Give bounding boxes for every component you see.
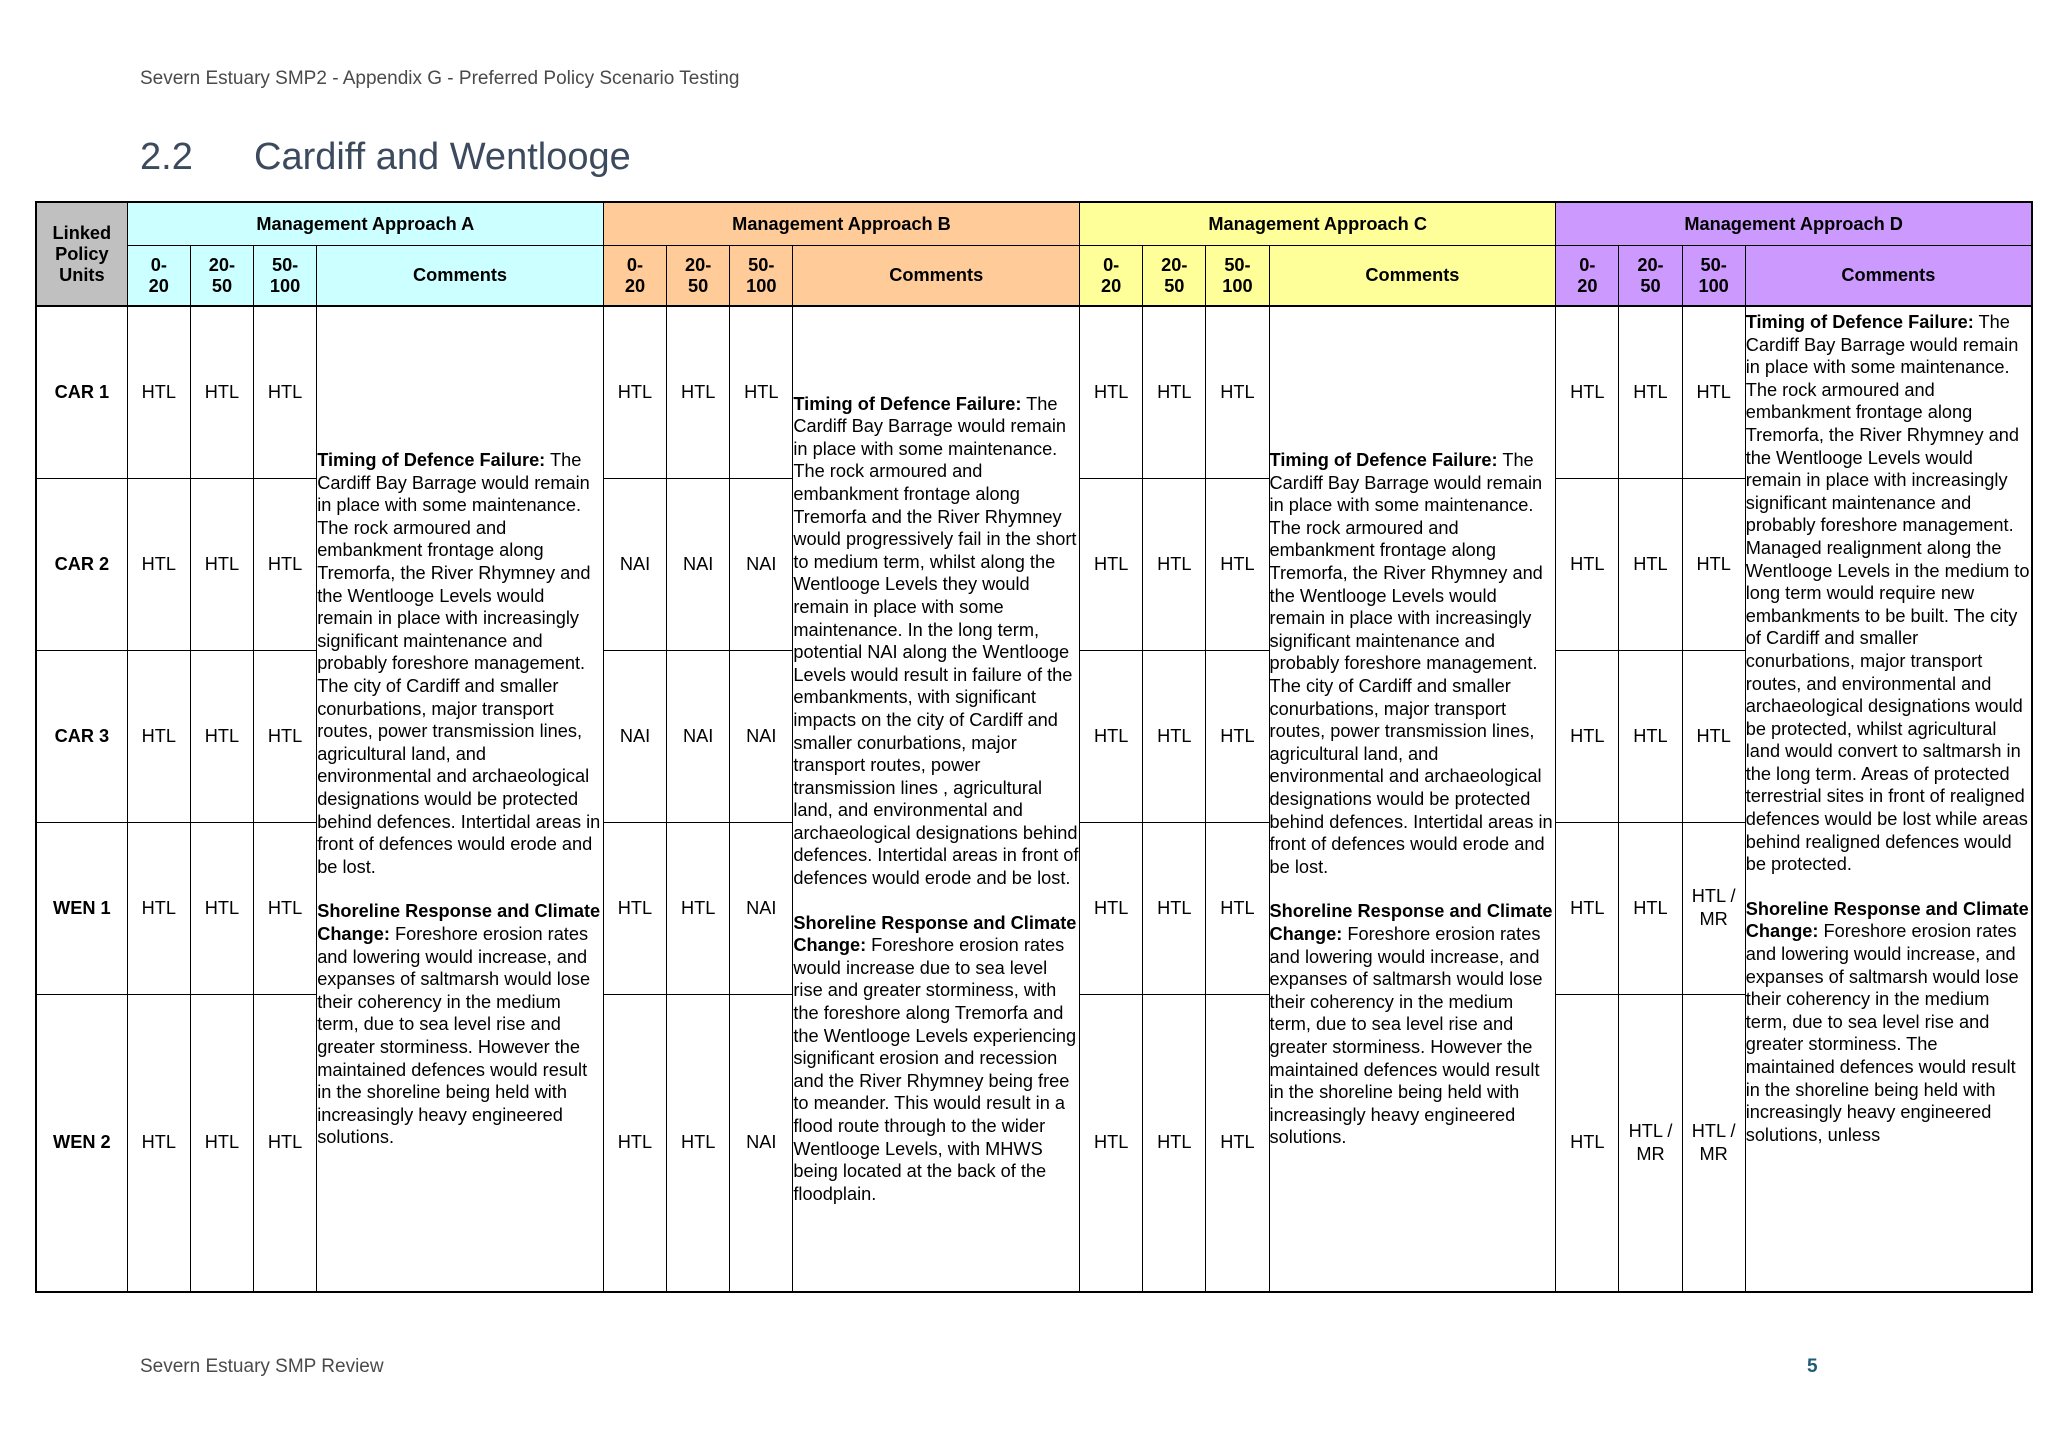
policy-cell: HTL	[603, 994, 666, 1292]
comment-text: The Cardiff Bay Barrage would remain in place with some maintenance. The rock armoured and embankment frontage along Tremorfa, the River Rhymney and the Wentlooge Levels would remain in place with increasingly significant maintenance and probably foreshore management. The city of Cardiff and smaller conurbations, major transport routes, power transmission lines, agricultural land, and environmental and archaeological designations would be protected behind defences. Intertidal areas in front of defences would erode and be lost.	[1269, 450, 1553, 877]
comment-heading: Shoreline Response and Climate Change:	[1269, 901, 1553, 944]
policy-cell: HTL	[254, 478, 317, 650]
policy-cell: HTL	[730, 306, 793, 478]
policy-cell: NAI	[730, 822, 793, 994]
approach-c-header: Management Approach C	[1080, 202, 1556, 246]
policy-cell: HTL	[1143, 650, 1206, 822]
policy-cell: HTL	[667, 822, 730, 994]
comment-heading: Timing of Defence Failure:	[793, 393, 1022, 414]
policy-cell: NAI	[603, 478, 666, 650]
policy-unit-label: CAR 2	[36, 478, 127, 650]
epoch-header: 0- 20	[603, 246, 666, 307]
approach-b-header: Management Approach B	[603, 202, 1079, 246]
policy-cell: HTL	[1682, 478, 1745, 650]
policy-cell: HTL	[667, 994, 730, 1292]
policy-cell: NAI	[667, 650, 730, 822]
policy-cell: HTL	[127, 994, 190, 1292]
epoch-header: 20- 50	[1619, 246, 1682, 307]
policy-cell: HTL	[1080, 822, 1143, 994]
policy-cell: HTL	[127, 650, 190, 822]
policy-cell: HTL	[1682, 306, 1745, 478]
comment-text: Foreshore erosion rates and lowering would increase, and expanses of saltmarsh would lose their coherency in the medium term, due to sea level rise and greater storminess. The maintained defences would result in the shoreline being held with increasingly heavy engineered solutions, unless	[1745, 921, 2019, 1145]
policy-cell: HTL	[1080, 994, 1143, 1292]
epoch-header: 0- 20	[1080, 246, 1143, 307]
policy-cell: HTL	[254, 822, 317, 994]
policy-unit-label: WEN 2	[36, 994, 127, 1292]
policy-unit-label: WEN 1	[36, 822, 127, 994]
comment-text: Foreshore erosion rates and lowering would increase, and expanses of saltmarsh would lose their coherency in the medium term, due to sea level rise and greater storminess. However the maintained defences would result in the shoreline being held with increasingly heavy engineered solutions.	[1269, 923, 1543, 1148]
policy-cell: HTL	[1206, 478, 1269, 650]
policy-cell: HTL	[190, 478, 253, 650]
policy-cell: HTL	[1206, 994, 1269, 1292]
policy-cell: HTL	[1682, 650, 1745, 822]
approach-b-comments	[793, 306, 1080, 1292]
policy-cell: HTL	[1143, 306, 1206, 478]
policy-cell: HTL	[127, 306, 190, 478]
policy-cell: HTL	[190, 650, 253, 822]
linked-policy-units-header: Linked Policy Units	[36, 202, 127, 306]
comment-heading: Shoreline Response and Climate Change:	[1745, 898, 2029, 942]
policy-cell: HTL	[1143, 994, 1206, 1292]
comment-text: Foreshore erosion rates would increase due to sea level rise and greater storminess, with the foreshore along Tremorfa and the Wentlooge Levels experiencing significant erosion and recession and the River Rhymney being free to meander. This would result in a flood route through to the wider Wentlooge Levels, with MHWS being located at the back of the floodplain.	[793, 935, 1077, 1204]
policy-cell: HTL	[1080, 650, 1143, 822]
policy-cell: HTL	[1556, 478, 1619, 650]
policy-cell: HTL	[1556, 650, 1619, 822]
comment-heading: Shoreline Response and Climate Change:	[317, 901, 601, 944]
policy-cell: NAI	[730, 478, 793, 650]
approach-c-comments	[1269, 306, 1556, 1292]
policy-cell: HTL	[1206, 822, 1269, 994]
policy-cell: HTL	[1556, 994, 1619, 1292]
epoch-header: 20- 50	[1143, 246, 1206, 307]
policy-cell: HTL	[1206, 306, 1269, 478]
section-heading	[140, 136, 631, 179]
page-number: 5	[1807, 1356, 1818, 1377]
policy-cell: NAI	[730, 994, 793, 1292]
running-header: Severn Estuary SMP2 - Appendix G - Preferred Policy Scenario Testing	[140, 68, 740, 89]
policy-cell: HTL	[190, 822, 253, 994]
policy-cell: HTL	[190, 306, 253, 478]
table-body	[36, 306, 2032, 1292]
policy-cell: HTL / MR	[1682, 822, 1745, 994]
epoch-header: 20- 50	[667, 246, 730, 307]
comment-heading: Timing of Defence Failure:	[317, 450, 546, 471]
policy-scenario-table	[35, 201, 2033, 1293]
epoch-header: 50- 100	[254, 246, 317, 307]
comments-header: Comments	[317, 246, 604, 307]
epoch-header: 0- 20	[127, 246, 190, 307]
policy-cell: HTL	[1143, 478, 1206, 650]
policy-cell: HTL	[254, 650, 317, 822]
policy-cell: HTL	[667, 306, 730, 478]
policy-unit-label: CAR 1	[36, 306, 127, 478]
policy-cell: HTL	[603, 306, 666, 478]
comment-text: Foreshore erosion rates and lowering would increase, and expanses of saltmarsh would lose their coherency in the medium term, due to sea level rise and greater storminess. However the maintained defences would result in the shoreline being held with increasingly heavy engineered solutions.	[317, 923, 591, 1148]
policy-cell: HTL / MR	[1682, 994, 1745, 1292]
policy-cell: HTL	[254, 994, 317, 1292]
epoch-header: 0- 20	[1556, 246, 1619, 307]
policy-cell: HTL	[1619, 306, 1682, 478]
approach-a-header: Management Approach A	[127, 202, 603, 246]
comments-header: Comments	[793, 246, 1080, 307]
policy-cell: NAI	[603, 650, 666, 822]
section-number: 2.2	[140, 136, 193, 178]
policy-cell: HTL	[1619, 822, 1682, 994]
policy-cell: HTL / MR	[1619, 994, 1682, 1292]
section-title-text: Cardiff and Wentlooge	[254, 136, 631, 178]
comment-text: The Cardiff Bay Barrage would remain in place with some maintenance. The rock armoured and embankment frontage along Tremorfa, the River Rhymney and the Wentlooge Levels would remain in place with increasingly significant maintenance and probably foreshore management. The city of Cardiff and smaller conurbations, major transport routes, power transmission lines, agricultural land, and environmental and archaeological designations would be protected behind defences. Intertidal areas in front of defences would erode and be lost.	[317, 450, 601, 877]
comment-heading: Timing of Defence Failure:	[1745, 312, 1974, 332]
policy-cell: HTL	[1143, 822, 1206, 994]
policy-cell: HTL	[1206, 650, 1269, 822]
table-row	[36, 306, 2032, 478]
comment-heading: Timing of Defence Failure:	[1269, 450, 1498, 471]
policy-cell: NAI	[730, 650, 793, 822]
comments-header: Comments	[1269, 246, 1556, 307]
policy-cell: HTL	[1080, 306, 1143, 478]
policy-cell: NAI	[667, 478, 730, 650]
policy-cell: HTL	[254, 306, 317, 478]
policy-cell: HTL	[1556, 306, 1619, 478]
policy-cell: HTL	[190, 994, 253, 1292]
comments-header: Comments	[1745, 246, 2032, 307]
approach-d-header: Management Approach D	[1556, 202, 2032, 246]
comment-text: The Cardiff Bay Barrage would remain in place with some maintenance. The rock armoured and embankment frontage along Tremorfa and the River Rhymney would progressively fail in the short to medium term, whilst along the Wentlooge Levels they would remain in place with some maintenance. In the long term, potential NAI along the Wentlooge Levels would result in failure of the embankments, with significant impacts on the city of Cardiff and smaller conurbations, major transport routes, power transmission lines , agricultural land, and environmental and archaeological designations behind defences. Intertidal areas in front of defences would erode and be lost.	[793, 393, 1079, 889]
epoch-header: 20- 50	[190, 246, 253, 307]
policy-cell: HTL	[1619, 650, 1682, 822]
epoch-header: 50- 100	[1682, 246, 1745, 307]
policy-cell: HTL	[127, 478, 190, 650]
table-header	[36, 202, 2032, 306]
epoch-header: 50- 100	[730, 246, 793, 307]
policy-cell: HTL	[127, 822, 190, 994]
policy-cell: HTL	[603, 822, 666, 994]
policy-cell: HTL	[1080, 478, 1143, 650]
comment-text: The Cardiff Bay Barrage would remain in place with some maintenance. The rock armoured and embankment frontage along Tremorfa, the River Rhymney and the Wentlooge Levels would remain in place with increasingly significant maintenance and probably foreshore management. Managed realignment along the Wentlooge Levels in the medium to long term would require new embankments to be built. The city of Cardiff and smaller conurbations, major transport routes, and environmental and archaeological designations would be protected, whilst agricultural land would convert to saltmarsh in the long term. Areas of protected terrestrial sites in front of realigned defences would be lost while areas behind realigned defences would be protected.	[1745, 312, 2030, 875]
approach-d-comments	[1745, 306, 2032, 1292]
comment-heading: Shoreline Response and Climate Change:	[793, 912, 1077, 956]
epoch-header: 50- 100	[1206, 246, 1269, 307]
policy-cell: HTL	[1619, 478, 1682, 650]
policy-cell: HTL	[1556, 822, 1619, 994]
policy-unit-label: CAR 3	[36, 650, 127, 822]
approach-a-comments	[317, 306, 604, 1292]
running-footer: Severn Estuary SMP Review	[140, 1356, 384, 1377]
